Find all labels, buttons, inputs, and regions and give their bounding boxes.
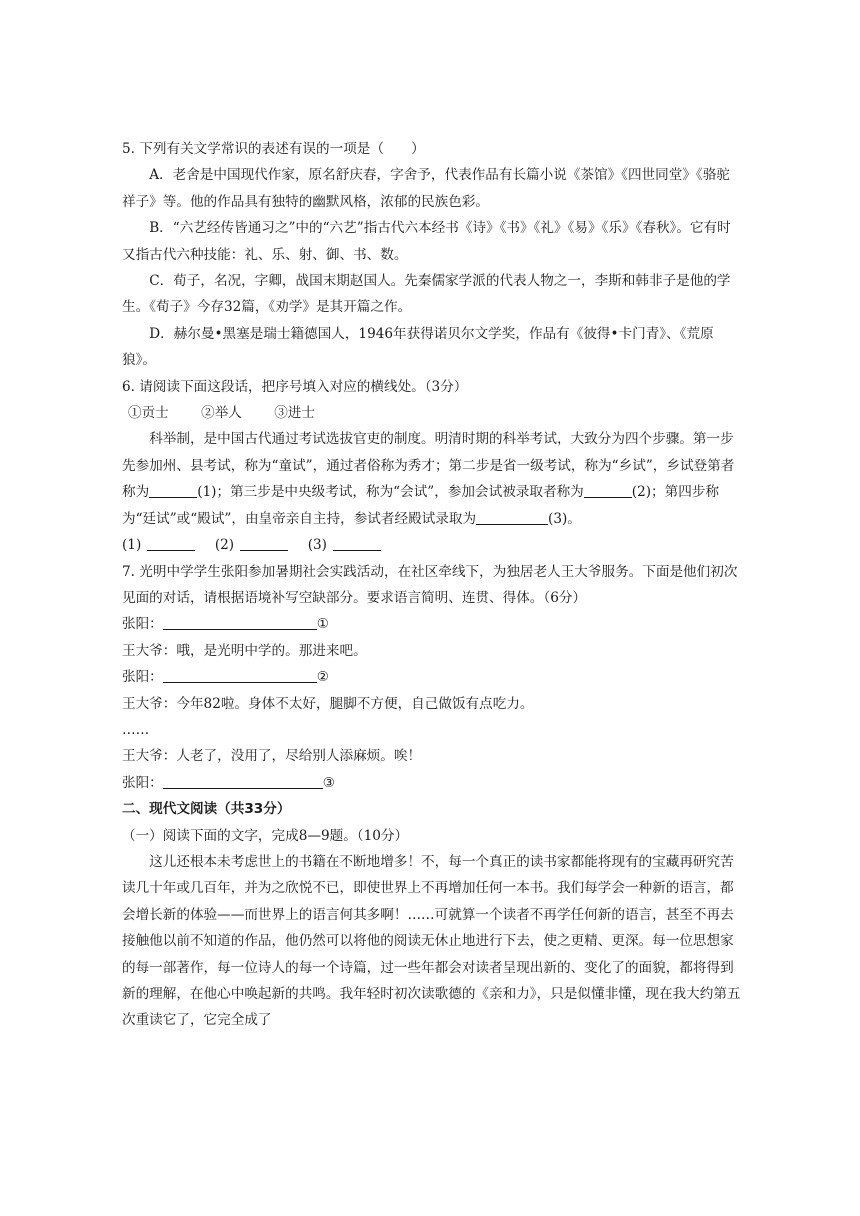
document-body	[122, 136, 742, 1034]
q6-answer-line	[122, 532, 742, 558]
q7-dialog-1	[122, 611, 742, 637]
q6-passage	[122, 426, 742, 532]
q5-stem: 5. 下列有关文学常识的表述有误的一项是（ ）	[122, 141, 425, 157]
q6-stem: 6. 请阅读下面这段话，把序号填入对应的横线处。（3分）	[122, 378, 468, 395]
q7-dialog-2: 王大爷：哦，是光明中学的。那进来吧。	[122, 642, 367, 659]
q7-dialog-6	[122, 770, 742, 796]
section-subheading: （一）阅读下面的文字，完成8—9题。（10分）	[122, 827, 409, 844]
speaker-zhangyang: 张阳：	[122, 669, 163, 686]
q7-ellipsis: ……	[122, 721, 150, 738]
q6-answer-label-2: (2)	[214, 537, 235, 554]
speaker-zhangyang: 张阳：	[122, 616, 163, 633]
q6-passage-mid-1: (1)；第三步是中央级考试，称为“会试”，参加会试被录取者称为	[197, 484, 584, 501]
q6-answer-label-3: (3)	[307, 537, 327, 554]
q7-blank-3[interactable]	[163, 773, 323, 789]
q7-dialog-4: 王大爷：今年82啦。身体不太好，腿脚不方便，自己做饭有点吃力。	[122, 695, 534, 712]
q5-option-b: B．“六艺经传皆通习之”中的“六艺”指古代六本经书《诗》《书》《礼》《易》《乐》《春秋》。它有时又指古代六种技能：礼、乐、射、御、书、数。	[122, 220, 731, 263]
q7-marker-1: ①	[316, 616, 329, 633]
reading-passage: 这儿还根本未考虑世上的书籍在不断地增多！不，每一个真正的读书家都能将现有的宝藏再研究苦读几十年或几百年，并为之欣悦不已，即使世界上不再增加任何一本书。我们每学会一种新的语言，都会增长新的体验——而世界上的语言何其多啊！……可就算一个读者不再学任何新的语言，甚至不再去接触他以前不知道的作品，他仍然可以将他的阅读无休止地进行下去，使之更精、更深。每一位思想家的每一部著作，每一位诗人的每一个诗篇，过一些年都会对读者呈现出新的、变化了的面貌，都将得到新的理解，在他心中唤起新的共鸣。我年轻时初次读歌德的《亲和力》，只是似懂非懂，现在我大约第五次重读它了，它完全成了	[122, 853, 741, 1029]
q6-passage-end: (3)。	[548, 510, 581, 527]
q6-option-2: ②举人	[201, 405, 242, 422]
q6-blank-2[interactable]	[584, 482, 632, 498]
q6-answer-blank-2[interactable]	[240, 535, 288, 551]
q5-option-c: C．荀子，名况，字卿，战国末期赵国人。先秦儒家学派的代表人物之一，李斯和韩非子是他的学生。《荀子》今存32篇，《劝学》是其开篇之作。	[122, 273, 731, 316]
q6-blank-1[interactable]	[149, 482, 197, 498]
q7-blank-1[interactable]	[163, 614, 317, 630]
q6-answer-blank-3[interactable]	[333, 535, 381, 551]
q6-passage-text: 科举制，是中国古代通过考试选拔官吏的制度。明清时期的科举考试，大致分为四个步骤。第一步先参加州、县考试，称为“童试”，通过者俗称为秀才；第二步是省一级考试，称为“乡试”，乡试登第者称为	[122, 431, 735, 501]
q6-passage-mid-2: (2)；第四步称为“廷试”或“殿试”，由皇帝亲自主持，参试者经殿试录取为	[122, 484, 720, 527]
q5-option-a: A．老舍是中国现代作家，原名舒庆春，字舍予，代表作品有长篇小说《茶馆》《四世同堂》《骆驼祥子》等。他的作品具有独特的幽默风格，浓郁的民族色彩。	[122, 167, 730, 210]
q6-blank-3[interactable]	[476, 509, 548, 525]
q7-dialog-3	[122, 664, 742, 690]
q7-blank-2[interactable]	[163, 667, 317, 683]
q6-options	[122, 400, 742, 426]
q6-answer-blank-1[interactable]	[147, 535, 195, 551]
speaker-zhangyang: 张阳：	[122, 774, 163, 791]
q6-answer-label-1: (1)	[122, 537, 142, 554]
q7-marker-3: ③	[322, 774, 335, 791]
q7-marker-2: ②	[316, 669, 329, 686]
q5-option-d: D．赫尔曼•黑塞是瑞士籍德国人，1946年获得诺贝尔文学奖，作品有《彼得•卡门青》、《荒原狼》。	[122, 325, 714, 369]
q7-stem: 7. 光明中学学生张阳参加暑期社会实践活动，在社区牵线下，为独居老人王大爷服务。下面是他们初次见面的对话，请根据语境补写空缺部分。要求语言简明、连贯、得体。（6分）	[122, 563, 738, 606]
q6-option-1: ①贡士	[128, 405, 169, 422]
q6-option-3: ③进士	[274, 405, 315, 422]
q7-dialog-5: 王大爷：人老了，没用了，尽给别人添麻烦。唉！	[122, 748, 422, 765]
section-heading: 二、现代文阅读（共33分）	[122, 801, 291, 818]
